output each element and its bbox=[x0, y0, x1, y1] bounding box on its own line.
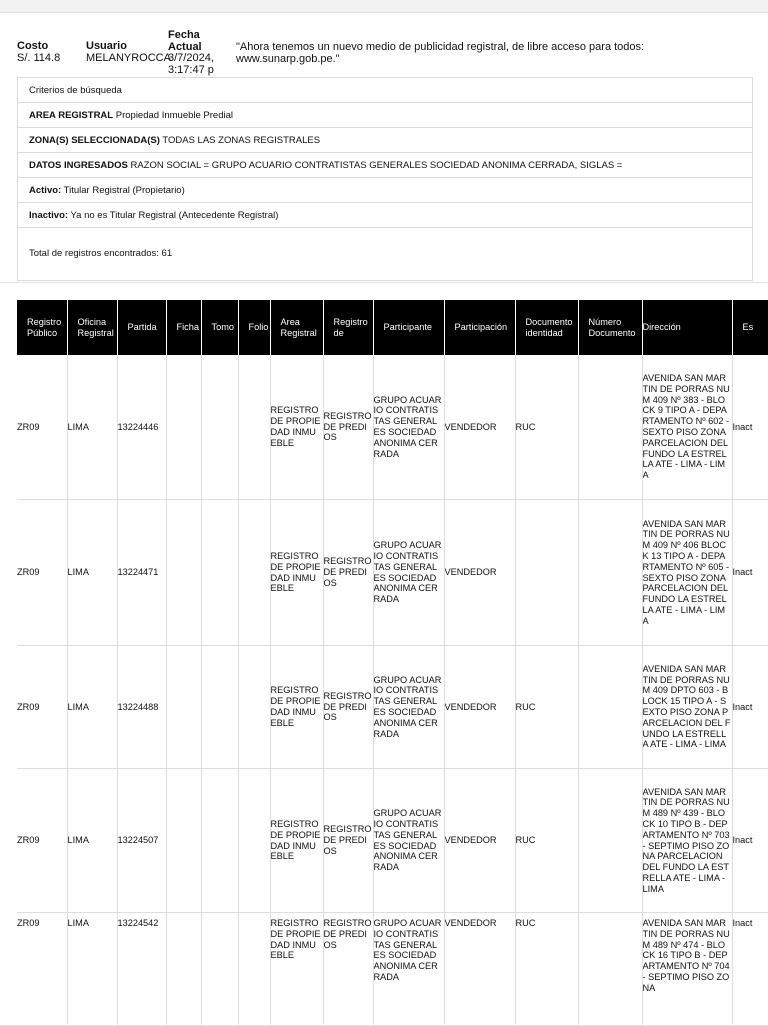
cell-ficha bbox=[166, 913, 201, 1026]
cell-direccion: AVENIDA SAN MARTIN DE PORRAS NUM 409 DPTO 603 - BLOCK 15 TIPO A - SEXTO PISO ZONA PARCELACION DEL FUNDO LA ESTRELLA ATE - LIMA - LIMA bbox=[642, 646, 732, 769]
user-label: Usuario bbox=[86, 41, 171, 53]
cell-area: REGISTRO DE PROPIEDAD INMUEBLE bbox=[270, 769, 323, 913]
cell-folio bbox=[238, 500, 270, 646]
cell-folio bbox=[238, 355, 270, 500]
cell-numero bbox=[578, 646, 642, 769]
criteria-total-row bbox=[18, 228, 752, 280]
cell-direccion: AVENIDA SAN MARTIN DE PORRAS NUM 489 Nº 474 - BLOCK 16 TIPO B - DEPARTAMENTO Nº 704 - SEPTIMO PISO ZONA bbox=[642, 913, 732, 1026]
cell-documento: RUC bbox=[515, 355, 578, 500]
cell-estado: Inact bbox=[732, 355, 768, 500]
col-estado[interactable]: Es bbox=[732, 300, 768, 355]
criteria-title: Criterios de búsqueda bbox=[29, 85, 122, 96]
user-value: MELANYROCCA bbox=[86, 52, 171, 64]
cell-oficina: LIMA bbox=[67, 646, 117, 769]
area-value: Propiedad Inmueble Predial bbox=[116, 110, 233, 121]
cell-registro-de: REGISTRO DE PREDIOS bbox=[323, 646, 373, 769]
cell-direccion: AVENIDA SAN MARTIN DE PORRAS NUM 409 Nº 383 - BLOCK 9 TIPO A - DEPARTAMENTO Nº 602 - SEXTO PISO ZONA PARCELACION DEL FUNDO LA ESTRELLA ATE - LIMA - LIMA bbox=[642, 355, 732, 500]
cell-registro-de: REGISTRO DE PREDIOS bbox=[323, 913, 373, 1026]
cell-participacion: VENDEDOR bbox=[444, 913, 515, 1026]
cell-oficina: LIMA bbox=[67, 769, 117, 913]
cell-partida: 13224446 bbox=[117, 355, 166, 500]
col-direccion[interactable]: Dirección bbox=[642, 300, 732, 355]
cell-registro-de: REGISTRO DE PREDIOS bbox=[323, 500, 373, 646]
cell-registro: ZR09 bbox=[17, 913, 67, 1026]
col-participante[interactable]: Participante bbox=[373, 300, 444, 355]
date-block bbox=[168, 30, 214, 76]
col-folio[interactable]: Folio bbox=[238, 300, 270, 355]
criteria-inactivo-row bbox=[18, 203, 752, 228]
cell-estado: Inact bbox=[732, 769, 768, 913]
cost-block bbox=[17, 41, 60, 64]
zona-label: ZONA(S) SELECCIONADA(S) bbox=[29, 135, 160, 146]
cell-area: REGISTRO DE PROPIEDAD INMUEBLE bbox=[270, 913, 323, 1026]
cell-ficha bbox=[166, 769, 201, 913]
results-card bbox=[0, 282, 768, 1026]
cell-tomo bbox=[201, 769, 238, 913]
cell-registro: ZR09 bbox=[17, 646, 67, 769]
cell-documento: RUC bbox=[515, 646, 578, 769]
results-table bbox=[17, 300, 768, 1026]
criteria-zona-row bbox=[18, 128, 752, 153]
activo-label: Activo: bbox=[29, 185, 61, 196]
col-registro-publico[interactable]: Registro Público bbox=[17, 300, 67, 355]
col-registro-de[interactable]: Registro de bbox=[323, 300, 373, 355]
notice-line-2: www.sunarp.gob.pe." bbox=[236, 53, 736, 65]
cell-direccion: AVENIDA SAN MARTIN DE PORRAS NUM 489 Nº 439 - BLOCK 10 TIPO B - DEPARTAMENTO Nº 703 - SEPTIMO PISO ZONA PARCELACION DEL FUNDO LA ESTRELLA ATE - LIMA - LIMA bbox=[642, 769, 732, 913]
cell-registro: ZR09 bbox=[17, 500, 67, 646]
notice-line-1: "Ahora tenemos un nuevo medio de publicidad registral, de libre acceso para todos: bbox=[236, 41, 736, 53]
cell-ficha bbox=[166, 355, 201, 500]
cell-participante: GRUPO ACUARIO CONTRATISTAS GENERALES SOCIEDAD ANONIMA CERRADA bbox=[373, 769, 444, 913]
criteria-area-row bbox=[18, 103, 752, 128]
cell-participante: GRUPO ACUARIO CONTRATISTAS GENERALES SOCIEDAD ANONIMA CERRADA bbox=[373, 355, 444, 500]
date-label-2: Actual bbox=[168, 42, 214, 54]
cell-numero bbox=[578, 769, 642, 913]
cell-documento bbox=[515, 500, 578, 646]
table-row bbox=[17, 355, 768, 500]
cell-participante: GRUPO ACUARIO CONTRATISTAS GENERALES SOCIEDAD ANONIMA CERRADA bbox=[373, 500, 444, 646]
inactivo-value: Ya no es Titular Registral (Antecedente Registral) bbox=[71, 210, 279, 221]
area-label: AREA REGISTRAL bbox=[29, 110, 113, 121]
cell-folio bbox=[238, 913, 270, 1026]
cell-registro-de: REGISTRO DE PREDIOS bbox=[323, 769, 373, 913]
col-area-registral[interactable]: Area Registral bbox=[270, 300, 323, 355]
date-value-2: 3:17:47 p bbox=[168, 65, 214, 77]
cell-folio bbox=[238, 769, 270, 913]
cell-partida: 13224471 bbox=[117, 500, 166, 646]
cell-participante: GRUPO ACUARIO CONTRATISTAS GENERALES SOCIEDAD ANONIMA CERRADA bbox=[373, 646, 444, 769]
date-value-1: 3/7/2024, bbox=[168, 53, 214, 65]
cell-tomo bbox=[201, 913, 238, 1026]
cell-numero bbox=[578, 355, 642, 500]
cell-registro: ZR09 bbox=[17, 355, 67, 500]
summary-card bbox=[0, 12, 768, 286]
cell-area: REGISTRO DE PROPIEDAD INMUEBLE bbox=[270, 646, 323, 769]
cell-oficina: LIMA bbox=[67, 913, 117, 1026]
cell-ficha bbox=[166, 500, 201, 646]
cell-participacion: VENDEDOR bbox=[444, 769, 515, 913]
col-participacion[interactable]: Participación bbox=[444, 300, 515, 355]
cell-documento: RUC bbox=[515, 913, 578, 1026]
col-documento-identidad[interactable]: Documento identidad bbox=[515, 300, 578, 355]
cell-ficha bbox=[166, 646, 201, 769]
cell-partida: 13224488 bbox=[117, 646, 166, 769]
user-block bbox=[86, 41, 171, 64]
cell-direccion: AVENIDA SAN MARTIN DE PORRAS NUM 409 Nº 406 BLOCK 13 TIPO A - DEPARTAMENTO Nº 605 - SEXTO PISO ZONA PARCELACION DEL FUNDO LA ESTRELLA ATE - LIMA - LIMA bbox=[642, 500, 732, 646]
notice-text bbox=[236, 41, 736, 65]
criteria-activo-row bbox=[18, 178, 752, 203]
table-row bbox=[17, 500, 768, 646]
cell-participante: GRUPO ACUARIO CONTRATISTAS GENERALES SOCIEDAD ANONIMA CERRADA bbox=[373, 913, 444, 1026]
cell-area: REGISTRO DE PROPIEDAD INMUEBLE bbox=[270, 500, 323, 646]
cell-registro-de: REGISTRO DE PREDIOS bbox=[323, 355, 373, 500]
cost-value: S/. 114.8 bbox=[17, 52, 60, 64]
cell-oficina: LIMA bbox=[67, 500, 117, 646]
activo-value: Titular Registral (Propietario) bbox=[64, 185, 185, 196]
search-criteria-box bbox=[17, 77, 753, 281]
cell-participacion: VENDEDOR bbox=[444, 646, 515, 769]
cell-numero bbox=[578, 500, 642, 646]
cell-registro: ZR09 bbox=[17, 769, 67, 913]
col-numero-documento[interactable]: Número Documento bbox=[578, 300, 642, 355]
col-oficina-registral[interactable]: Oficina Registral bbox=[67, 300, 117, 355]
col-ficha[interactable]: Ficha bbox=[166, 300, 201, 355]
table-row bbox=[17, 913, 768, 1026]
table-header-row bbox=[17, 300, 768, 355]
col-partida[interactable]: Partida bbox=[117, 300, 166, 355]
date-label-1: Fecha bbox=[168, 30, 214, 42]
cell-numero bbox=[578, 913, 642, 1026]
inactivo-label: Inactivo: bbox=[29, 210, 68, 221]
zona-value: TODAS LAS ZONAS REGISTRALES bbox=[162, 135, 320, 146]
col-tomo[interactable]: Tomo bbox=[201, 300, 238, 355]
table-row bbox=[17, 646, 768, 769]
cell-tomo bbox=[201, 500, 238, 646]
criteria-datos-row bbox=[18, 153, 752, 178]
cell-oficina: LIMA bbox=[67, 355, 117, 500]
cell-tomo bbox=[201, 355, 238, 500]
cell-tomo bbox=[201, 646, 238, 769]
cell-partida: 13224507 bbox=[117, 769, 166, 913]
cell-participacion: VENDEDOR bbox=[444, 500, 515, 646]
datos-label: DATOS INGRESADOS bbox=[29, 160, 128, 171]
criteria-title-row bbox=[18, 78, 752, 103]
cell-estado: Inact bbox=[732, 500, 768, 646]
cell-participacion: VENDEDOR bbox=[444, 355, 515, 500]
cost-label: Costo bbox=[17, 41, 60, 53]
cell-documento: RUC bbox=[515, 769, 578, 913]
cell-estado: Inact bbox=[732, 913, 768, 1026]
table-row bbox=[17, 769, 768, 913]
cell-folio bbox=[238, 646, 270, 769]
cell-estado: Inact bbox=[732, 646, 768, 769]
datos-value: RAZON SOCIAL = GRUPO ACUARIO CONTRATISTAS GENERALES SOCIEDAD ANONIMA CERRADA, SIGLAS = bbox=[131, 160, 623, 171]
cell-partida: 13224542 bbox=[117, 913, 166, 1026]
total-records: Total de registros encontrados: 61 bbox=[29, 248, 172, 259]
cell-area: REGISTRO DE PROPIEDAD INMUEBLE bbox=[270, 355, 323, 500]
